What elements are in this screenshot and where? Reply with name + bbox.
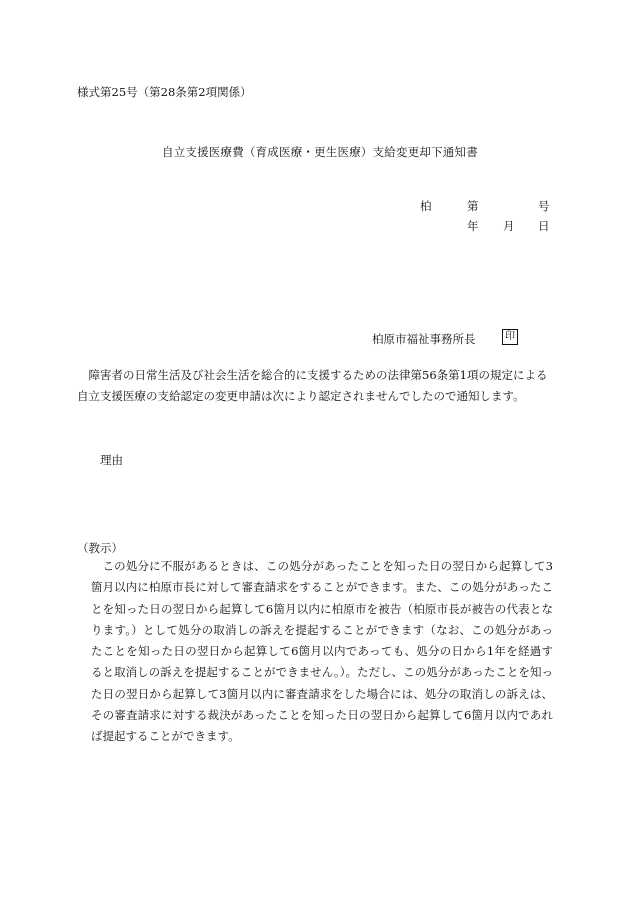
reference-go: 号: [538, 199, 550, 213]
date-day-label: 日: [538, 219, 550, 233]
document-title: 自立支援医療費（育成医療・更生医療）支給変更却下通知書: [162, 145, 478, 159]
reference-dai: 第: [467, 199, 479, 213]
notification-paragraph: 障害者の日常生活及び社会生活を総合的に支援するための法律第56条第1項の規定による自立支援医療の支給認定の変更申請は次により認定されませんでしたので通知します。: [77, 368, 548, 403]
form-number: 様式第25号（第28条第2項関係）: [77, 85, 252, 99]
notification-body: [77, 365, 557, 407]
seal-mark: 印: [502, 329, 518, 345]
date-month-label: 月: [503, 219, 515, 233]
issuer-name: 柏原市福祉事務所長: [372, 332, 476, 346]
notice-paragraph: この処分に不服があるときは、この処分があったことを知った日の翌日から起算して3箇月以内に柏原市長に対して審査請求をすることができます。また、この処分があったことを知った日の翌日から起算して6箇月以内に柏原市を被告（柏原市長が被告の代表となります。）として処分の取消しの訴えを提起することができます（なお、この処分があったことを知った日の翌日から起算して6箇月以内であっても、処分の日から1年を経過すると取消しの訴えを提起することができません。）。ただし、この処分があったことを知った日の翌日から起算して3箇月以内に審査請求をした場合には、処分の取消しの訴えは、その審査請求に対する裁決があったことを知った日の翌日から起算して6箇月以内であれば提起することができます。: [91, 559, 553, 744]
reference-prefix: 柏: [420, 199, 432, 213]
notice-heading: （教示）: [77, 541, 123, 555]
reason-label: 理由: [100, 453, 123, 467]
date-year-label: 年: [467, 219, 479, 233]
notice-body: [91, 556, 553, 748]
